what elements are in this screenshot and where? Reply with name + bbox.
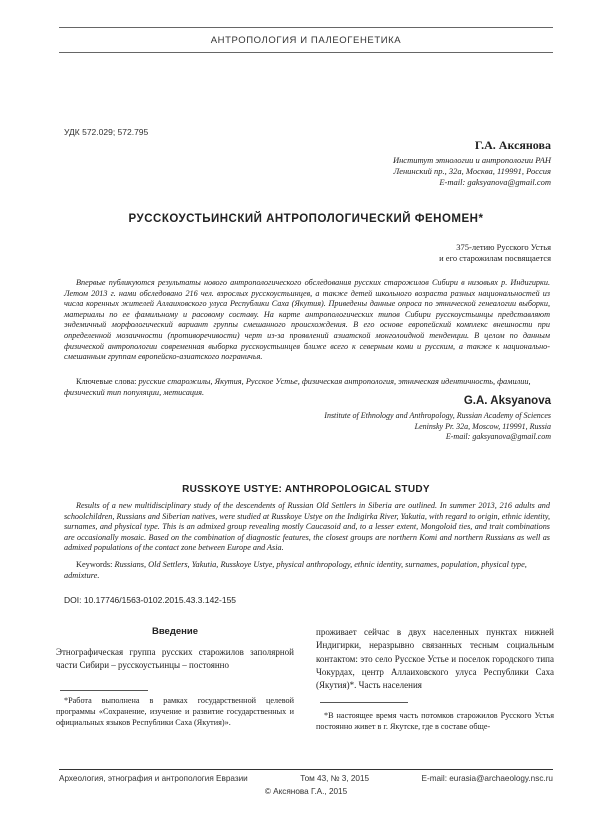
- author-affiliation-ru: [393, 155, 551, 188]
- keywords-ru-label: Ключевые слова:: [76, 377, 137, 386]
- author-name-en: G.A. Aksyanova: [463, 395, 551, 407]
- keywords-en-text: Russians, Old Settlers, Yakutia, Russkoye Ustye, physical anthropology, ethnic identity, surnames, population, physical type, admixture.: [64, 560, 527, 580]
- keywords-en-label: Keywords:: [76, 560, 113, 569]
- udc-code: УДК 572.029; 572.795: [64, 127, 149, 137]
- intro-heading: Введение: [151, 626, 199, 637]
- footnote-right-text: *В настоящее время часть потомков старожилов Русского Устья постоянно живет в г. Якутске, где в составе обще-: [316, 711, 554, 732]
- footnote-rule-left: [60, 690, 148, 691]
- intro-left-column: [56, 646, 294, 673]
- footer-line-1: [59, 774, 553, 783]
- intro-right-text: проживает сейчас в двух населенных пунктах нижней Индигирки, неразрывно связанных тесным социальным контактом: это село Русское Устье и поселок городского типа Чокурдах, центр Аллаиховского улуса Республики Саха (Якутия)*. Часть населения: [316, 627, 554, 691]
- header-bottom-rule: [59, 52, 553, 53]
- footer-journal: Археология, этнография и антропология Евразии: [59, 774, 248, 783]
- dedication-line-2: и его старожилам посвящается: [439, 253, 551, 263]
- article-title-ru: РУССКОУСТЬИНСКИЙ АНТРОПОЛОГИЧЕСКИЙ ФЕНОМЕН*: [128, 213, 484, 225]
- footnote-left: [56, 695, 294, 729]
- footnote-left-text: *Работа выполнена в рамках государственной целевой программы «Сохранение, изучение и развитие государственных и официальных языков Республики Саха (Якутия)».: [56, 696, 294, 728]
- dedication-line-1: 375-летию Русского Устья: [456, 242, 551, 252]
- footer-email: E-mail: eurasia@archaeology.nsc.ru: [421, 774, 553, 783]
- doi: DOI: 10.17746/1563-0102.2015.43.3.142-155: [64, 595, 237, 605]
- author-name-ru: Г.А. Аксянова: [474, 138, 551, 152]
- article-title-en: RUSSKOYE USTYE: ANTHROPOLOGICAL STUDY: [182, 484, 430, 495]
- email-ru: E-mail: gaksyanova@gmail.com: [439, 177, 551, 187]
- author-affiliation-en: [324, 411, 551, 443]
- address-ru: Ленинский пр., 32а, Москва, 119991, Россия: [393, 166, 551, 176]
- section-label: АНТРОПОЛОГИЯ И ПАЛЕОГЕНЕТИКА: [210, 35, 402, 46]
- footnote-right: [316, 710, 554, 732]
- institution-en: Institute of Ethnology and Anthropology, Russian Academy of Sciences: [324, 411, 551, 420]
- abstract-en-text: Results of a new multidisciplinary study of the descendents of Russian Old Settlers in Siberia are outlined. In summer 2013, 216 adults and schoolchildren, Russians and Siberian natives, were studied at Russkoye Ustye on the Indigirka River, Yakutia, with regard to origin, ethnic identity, surnames, and physical type. This is an admixed group revealing mostly Caucasoid and, to a lesser extent, Mongoloid ties, and trait combinations are occasionally mosaic. Based on the combination of diagnostic features, the closest groups are northern Komi and northern Russians as well as admixed populations of the contact zone between Europe and Asia.: [64, 501, 550, 553]
- address-en: Leninsky Pr. 32a, Moscow, 119991, Russia: [414, 421, 551, 431]
- keywords-ru-text: русские старожилы, Якутия, Русское Устье, физическая антропология, этническая идентичность, фамилии, физический тип популяции, метисация.: [64, 377, 531, 397]
- footer-volume: Том 43, № 3, 2015: [300, 774, 370, 783]
- abstract-ru: [64, 278, 550, 363]
- footer-rule: [59, 769, 553, 770]
- intro-right-column: [316, 626, 554, 692]
- keywords-en: [64, 560, 550, 581]
- institution-ru: Институт этнологии и антропологии РАН: [392, 155, 551, 165]
- email-en: E-mail: gaksyanova@gmail.com: [445, 432, 551, 441]
- footer-copyright: © Аксянова Г.А., 2015: [264, 787, 348, 796]
- abstract-ru-text: Впервые публикуются результаты нового антропологического обследования русских старожилов Сибири в низовьях р. Индигирки. Летом 2013 г. нами обследовано 216 чел. взрослых русскоустьинцев, а также детей школьного возраста разных национальностей из числа коренных жителей Аллаиховского улуса Республики Саха (Якутия). Приведены данные опроса по этнической генеалогии выборки, материалы по ее фамильному и расовому составу. На карте антропологических типов Сибири русскоустьинцы представляют эндемичный морфологический вариант группы смешанного происхождения. В его основе европейский комплекс внешности при определенной мозаичности (противоречивости) черт из-за проявлений азиатской монголоидной тенденции. В целом по данным физической антропологии современная выборка русскоустьинцев ближе всего к северным коми и русским, а также к национально-смешанным группам европейско-азиатского пограничья.: [64, 278, 550, 362]
- intro-left-text: Этнографическая группа русских старожилов заполярной части Сибири – русскоустьинцы – постоянно: [56, 647, 294, 671]
- header-top-rule: [59, 27, 553, 28]
- dedication: [439, 242, 551, 264]
- abstract-en: [64, 501, 550, 554]
- footnote-rule-right: [320, 702, 408, 703]
